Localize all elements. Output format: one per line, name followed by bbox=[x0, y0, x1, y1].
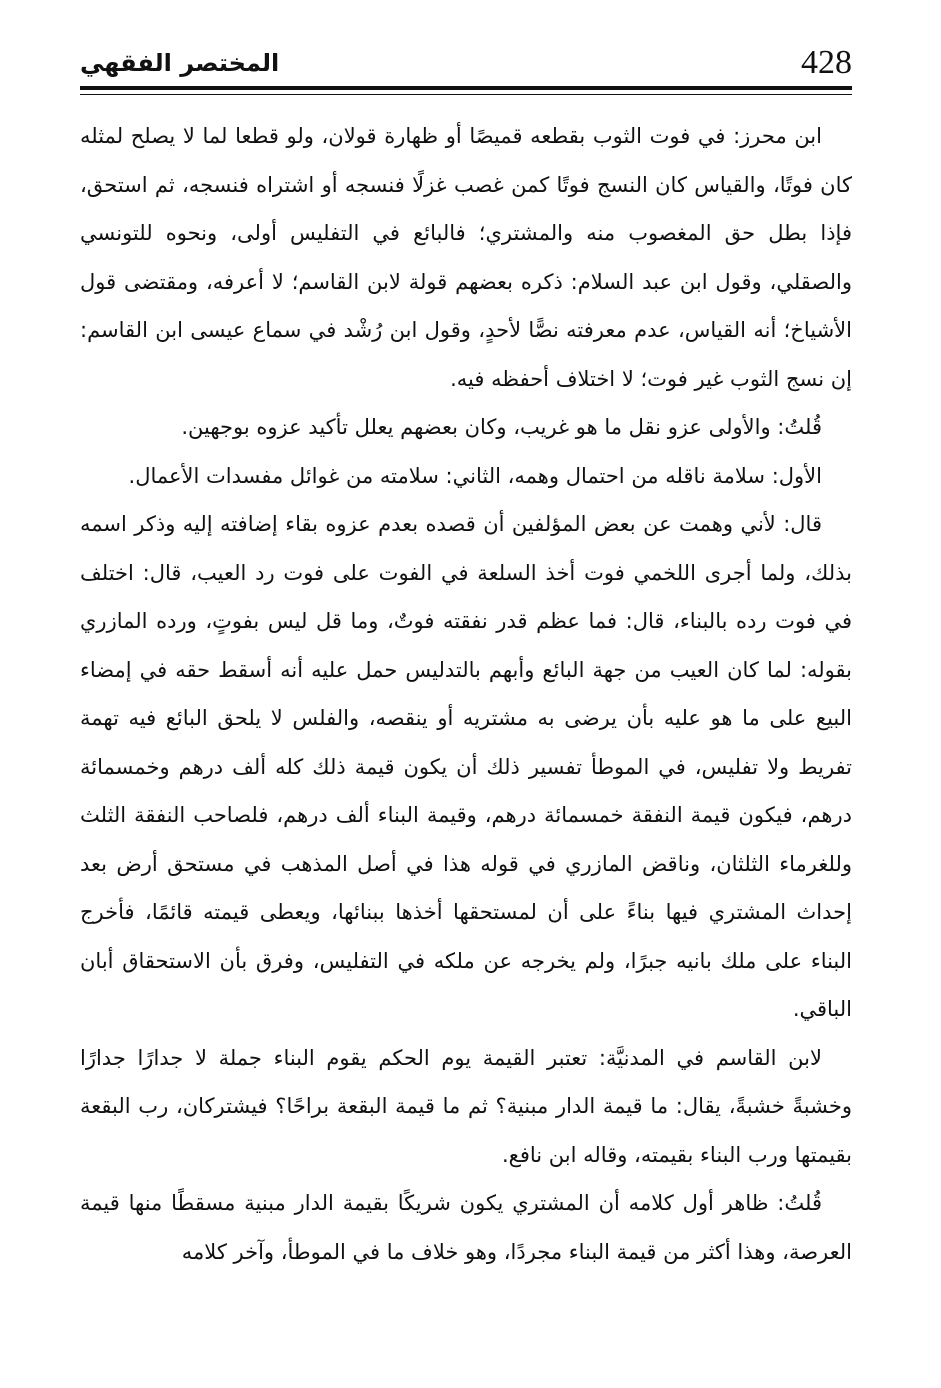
page-header bbox=[80, 40, 852, 88]
running-title: المختصر الفقهي bbox=[80, 49, 280, 77]
paragraph-2: قُلتُ: والأولى عزو نقل ما هو غريب، وكان بعضهم يعلل تأكيد عزوه بوجهين. bbox=[181, 415, 822, 439]
header-rule-thick bbox=[80, 86, 852, 90]
header-rule-thin bbox=[80, 94, 852, 95]
paragraph-6: قُلتُ: ظاهر أول كلامه أن المشتري يكون شريكًا بقيمة الدار مبنية مسقطًا منها قيمة العرصة، وهذا أكثر من قيمة البناء مجردًا، وهو خلاف ما في الموطأ، وآخر كلامه bbox=[80, 1191, 852, 1264]
page-number: 428 bbox=[801, 44, 852, 81]
paragraph-1: ابن محرز: في فوت الثوب بقطعه قميصًا أو ظهارة قولان، ولو قطعا لما لا يصلح لمثله كان فوتًا، والقياس كان النسج فوتًا كمن غصب غزلًا فنسجه أو اشتراه فنسجه، ثم استحق، فإذا بطل حق المغصوب منه والمشتري؛ فالبائع في التفليس أولى، ونحوه للتونسي والصقلي، وقول ابن عبد السلام: ذكره بعضهم قولة لابن القاسم؛ لا أعرفه، ومقتضى قول الأشياخ؛ أنه القياس، عدم معرفته نصًّا لأحدٍ، وقول ابن رُشْد في سماع عيسى ابن القاسم: إن نسج الثوب غير فوت؛ لا اختلاف أحفظه فيه. bbox=[80, 124, 852, 391]
paragraph-4: قال: لأني وهمت عن بعض المؤلفين أن قصده بعدم عزوه بقاء إضافته إليه وذكر اسمه بذلك، ولما أجرى اللخمي فوت أخذ السلعة في الفوت على فوت رد العيب، قال: اختلف في فوت رده بالبناء، قال: فما عظم قدر نفقته فوتٌ، وما قل ليس بفوتٍ، ورده المازري بقوله: لما كان العيب من جهة البائع وأبهم بالتدليس حمل عليه أنه أسقط حقه في إمضاء البيع على ما هو عليه بأن يرضى به مشتريه أو ينقصه، والفلس لا يلحق البائع فيه تهمة تفريط ولا تفليس، في الموطأ تفسير ذلك أن يكون قيمة ذلك كله ألف درهم وخمسمائة درهم، فيكون قيمة النفقة خمسمائة درهم، وقيمة البناء ألف درهم، فلصاحب النفقة الثلث وللغرماء الثلثان، وناقض المازري في قوله هذا في أصل المذهب في مستحق أرض بعد إحداث المشتري فيها بناءً على أن لمستحقها أخذها ببنائها، ويعطى قيمته قائمًا، فأخرج البناء على ملك بانيه جبرًا، ولم يخرجه عن ملكه في التفليس، وفرق بأن الاستحقاق أبان الباقي. bbox=[80, 512, 852, 1021]
main-text bbox=[80, 112, 852, 1276]
paragraph-5: لابن القاسم في المدنيَّة: تعتبر القيمة يوم الحكم يقوم البناء جملة لا جدارًا جدارًا وخشبةً خشبةً، يقال: ما قيمة الدار مبنية؟ ثم ما قيمة البقعة براحًا؟ فيشتركان، رب البقعة بقيمتها ورب البناء بقيمته، وقاله ابن نافع. bbox=[80, 1045, 852, 1167]
paragraph-3: الأول: سلامة ناقله من احتمال وهمه، الثاني: سلامته من غوائل مفسدات الأعمال. bbox=[128, 463, 822, 488]
